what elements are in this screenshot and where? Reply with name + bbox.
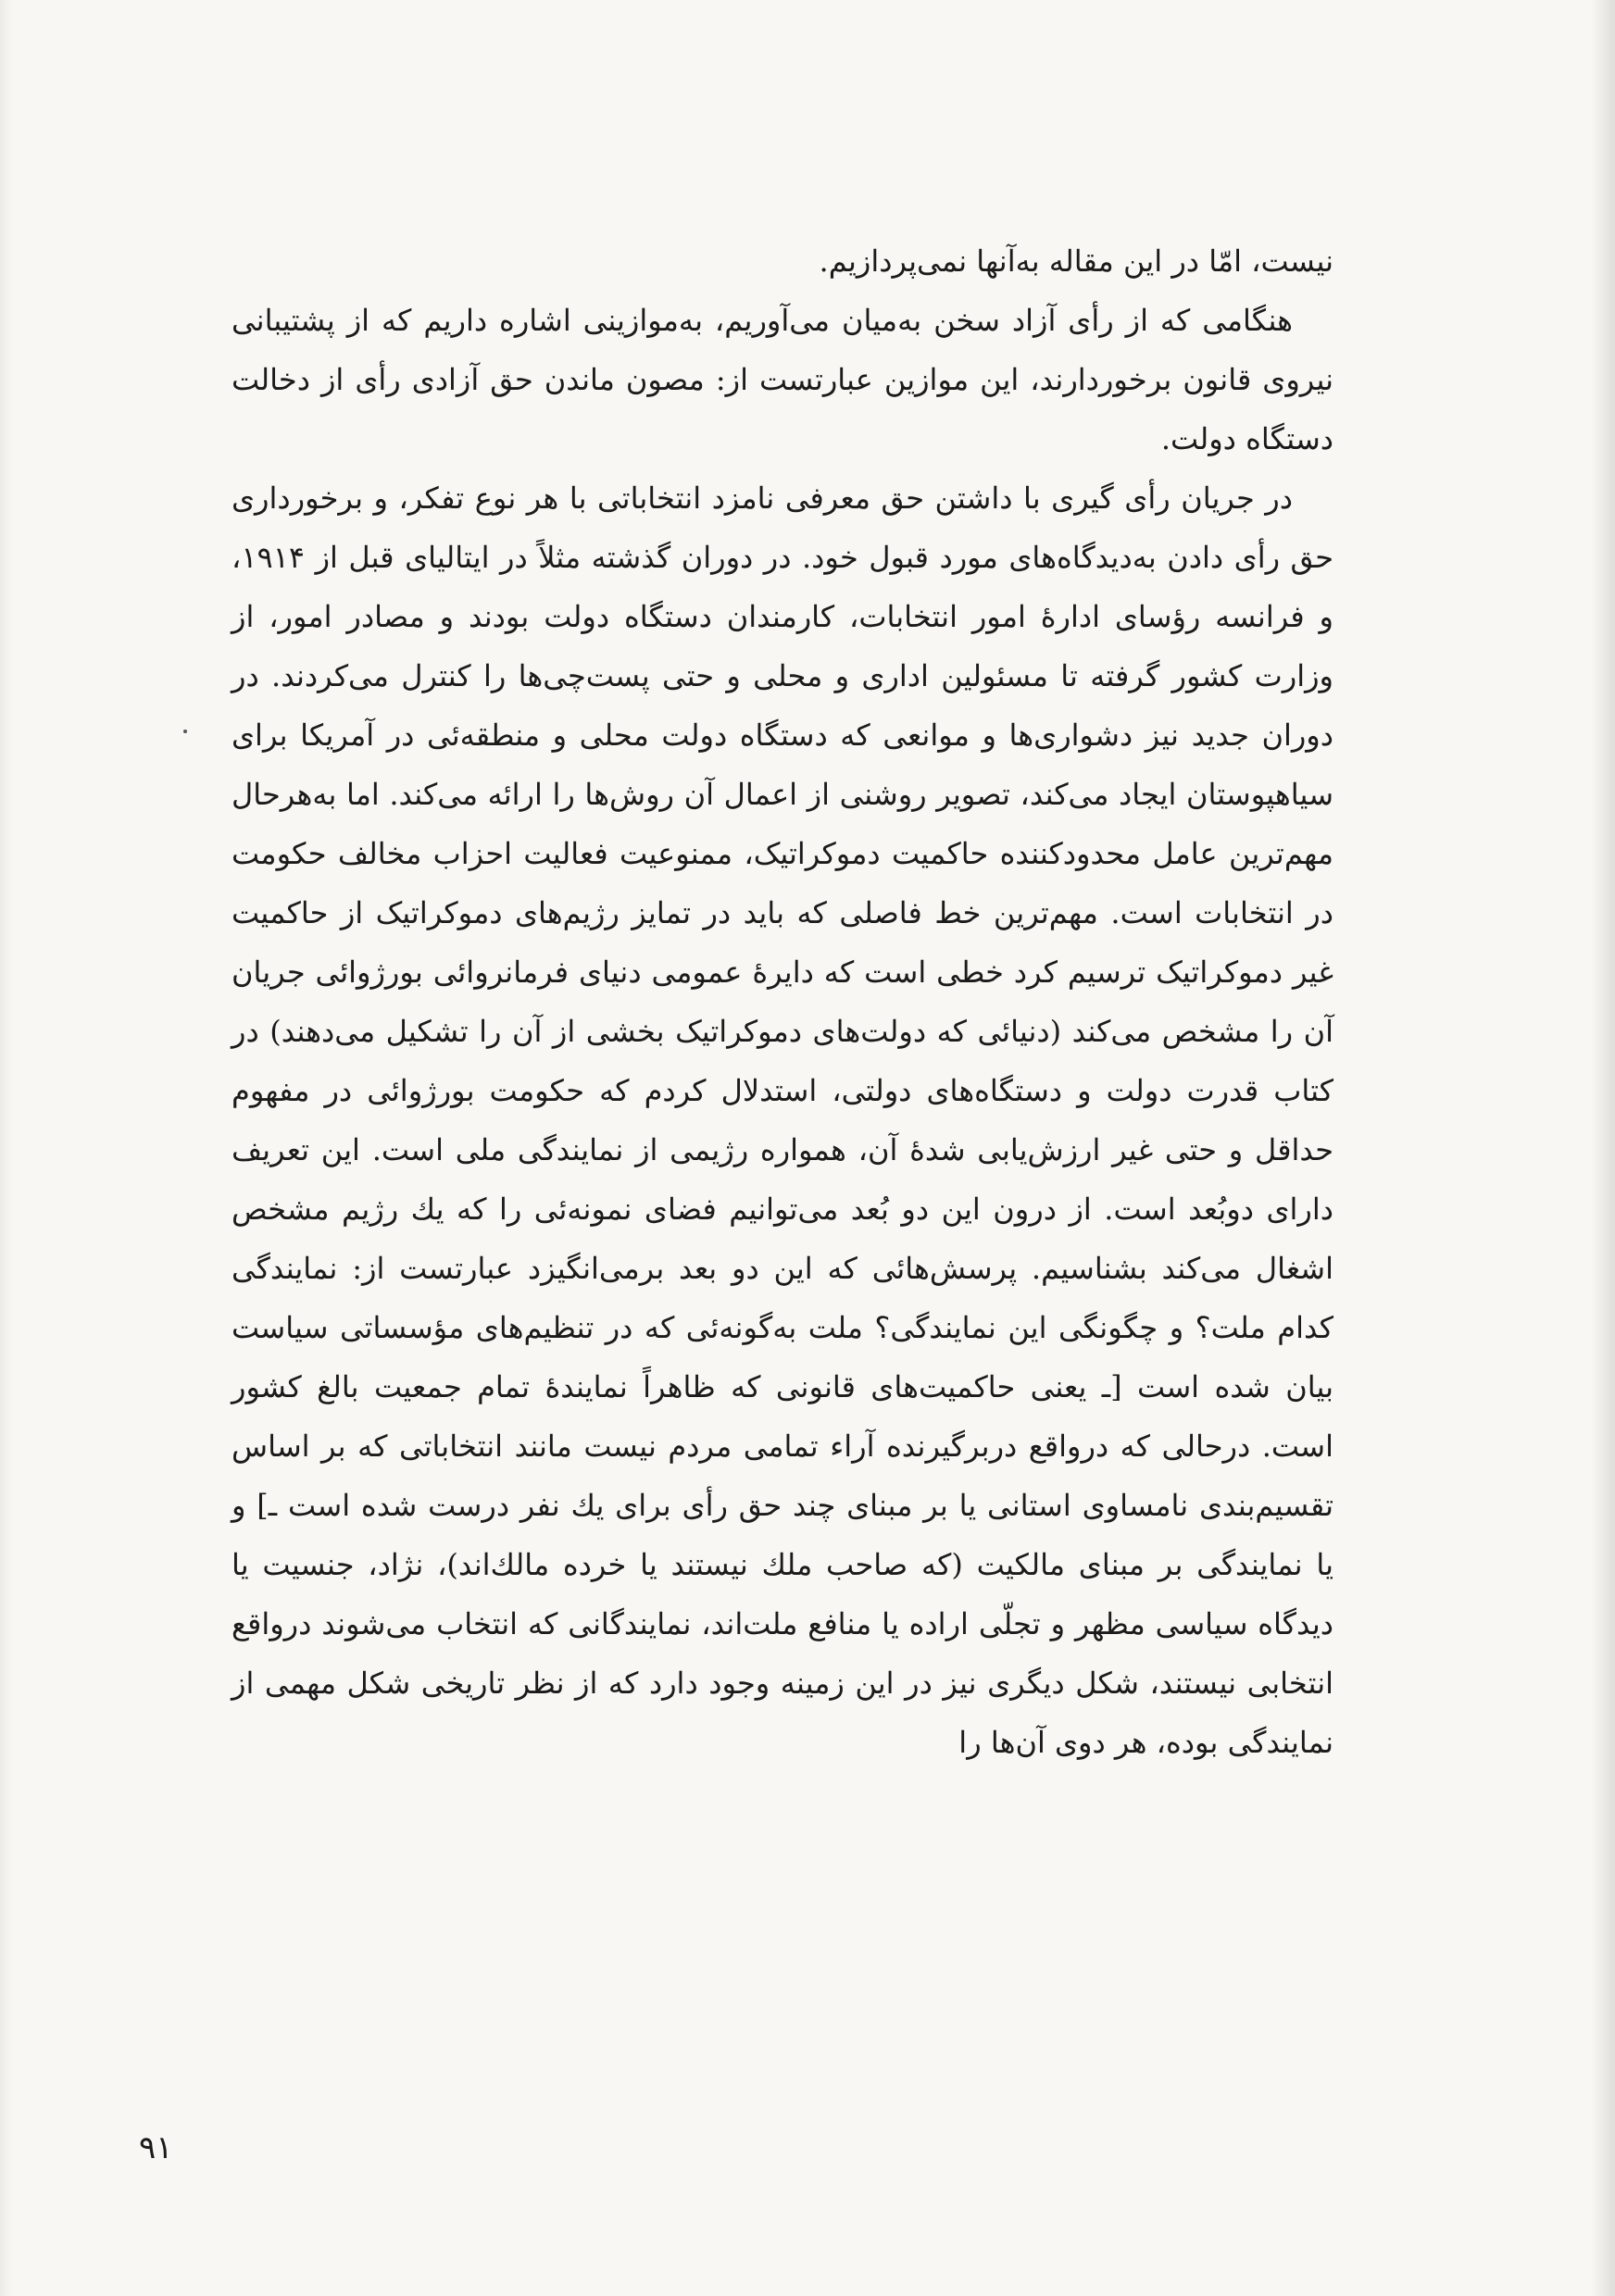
page-edge-shadow-left bbox=[0, 0, 13, 2296]
body-text bbox=[232, 231, 1333, 1772]
paragraph-2: هنگامی که از رأی آزاد سخن به‌میان می‌آوریم، به‌موازینی اشاره داریم که از پشتیبانی نیروی قانون برخوردارند، این موازین عبارتست از: مصون ماندن حق آزادی رأی از دخالت دستگاه دولت. bbox=[232, 303, 1333, 456]
page-gutter-shadow bbox=[1591, 0, 1615, 2296]
page-number: ۹۱ bbox=[139, 2129, 173, 2166]
paragraph-3: در جریان رأی گیری با داشتن حق معرفی نامزد انتخاباتی با هر نوع تفکر، و برخورداری حق رأی دادن به‌دیدگاه‌های مورد قبول خود. در دوران گذشته مثلاً در ایتالیای قبل از ۱۹۱۴، و فرانسه رؤسای ادارهٔ امور انتخابات، کارمندان دستگاه دولت بودند و مصادر امور، از وزارت کشور گرفته تا مسئولین اداری و محلی و حتی پست‌چی‌ها را کنترل می‌کردند. در دوران جدید نیز دشواری‌ها و موانعی که دستگاه دولت محلی و منطقه‌ئی در آمریکا برای سیاهپوستان ایجاد می‌کند، تصویر روشنی از اعمال آن روش‌ها را ارائه می‌کند. اما به‌هرحال مهم‌ترین عامل محدودکننده حاکمیت دموکراتیک، ممنوعیت فعالیت احزاب مخالف حکومت در انتخابات است. مهم‌ترین خط فاصلی که باید در تمایز رژیم‌های دموکراتیک از حاکمیت غیر دموکراتیک ترسیم کرد خطی است که دایرهٔ عمومی دنیای فرمانروائی بورژوائی جریان آن را مشخص می‌کند (دنیائی که دولت‌های دموکراتیک بخشی از آن را تشکیل می‌دهند) در کتاب قدرت دولت و دستگاه‌های دولتی، استدلال کردم که حکومت بورژوائی در مفهوم حداقل و حتی غیر ارزش‌یابی شدهٔ آن، همواره رژیمی از نمایندگی ملی است. این تعریف دارای دوبُعد است. از درون این دو بُعد می‌توانیم فضای نمونه‌ئی را که یك رژیم مشخص اشغال می‌کند بشناسیم. پرسش‌هائی که این دو بعد برمی‌انگیزد عبارتست از: نمایندگی کدام ملت؟ و چگونگی این نمایندگی؟ ملت به‌گونه‌ئی که در تنظیم‌های مؤسساتی سیاست بیان شده است [ـ یعنی حاکمیت‌های قانونی که ظاهراً نمایندهٔ تمام جمعیت بالغ کشور است. درحالی که درواقع دربرگیرنده آراء تمامی مردم نیست مانند انتخاباتی که بر اساس تقسیم‌بندی نامساوی استانی یا بر مبنای چند حق رأی برای یك نفر درست شده است ـ] و یا نمایندگی بر مبنای مالکیت (که صاحب ملك نیستند یا خرده مالك‌اند)، نژاد، جنسیت یا دیدگاه سیاسی مظهر و تجلّی اراده یا منافع ملت‌اند، نمایندگانی که انتخاب می‌شوند درواقع انتخابی نیستند، شکل دیگری نیز در این زمینه وجود دارد که از نظر تاریخی شکل مهمی از نمایندگی بوده، هر دوی آن‌ها را bbox=[232, 480, 1334, 1760]
paragraph-1: نیست، امّا در این مقاله به‌آنها نمی‌پردازیم. bbox=[819, 243, 1333, 279]
print-speck bbox=[183, 730, 187, 733]
